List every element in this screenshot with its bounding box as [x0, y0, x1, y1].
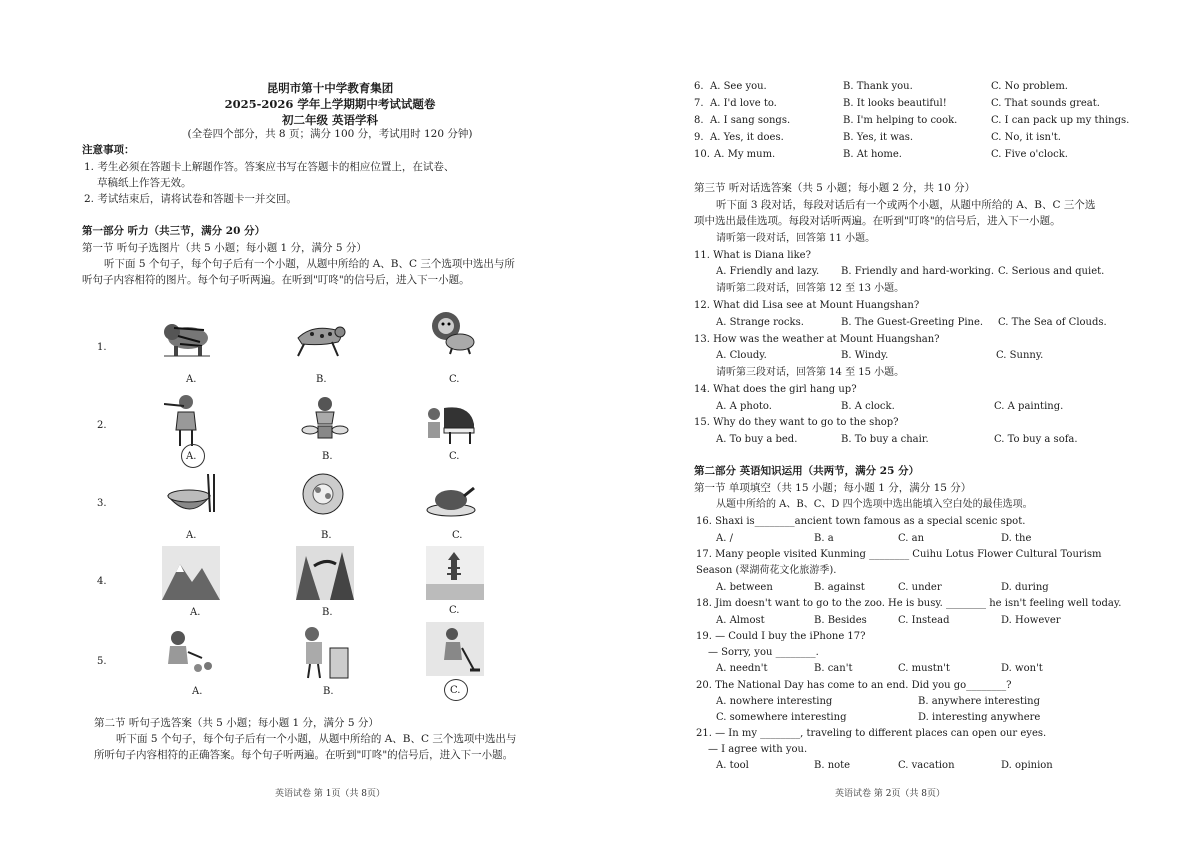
- q21-a: A. tool: [716, 760, 749, 771]
- girl-drums-picture: [298, 394, 352, 442]
- q9-c: C. No, it isn't.: [991, 132, 1061, 143]
- q4-option-b: B.: [322, 607, 333, 618]
- q18-text: 18. Jim doesn't want to go to the zoo. He is busy. ________ he isn't feeling well today.: [696, 598, 1122, 609]
- q21-d: D. opinion: [1001, 760, 1053, 771]
- q10-b: B. At home.: [843, 149, 902, 160]
- q5-option-c: C.: [450, 685, 461, 696]
- part1-title: 第一部分 听力（共三节，满分 20 分）: [82, 225, 266, 237]
- q3-number: 3.: [97, 498, 107, 509]
- q1-number: 1.: [97, 342, 107, 353]
- dialogue-1-intro: 请听第一段对话，回答第 11 小题。: [716, 233, 876, 244]
- q16-d: D. the: [1001, 533, 1032, 544]
- q1-option-a: A.: [186, 374, 197, 385]
- lion-picture: [424, 308, 478, 356]
- part1-sec1-instruction: 听下面 5 个句子，每个句子后有一个小题，从题中所给的 A、B、C 三个选项中选出与所听句子内容相符的图片。每个句子听两遍。在听到"叮咚"的信号后，进入下一小题。: [82, 258, 515, 286]
- q11-text: 11. What is Diana like?: [694, 250, 811, 261]
- q19-c: C. mustn't: [898, 663, 950, 674]
- q8-a: A. I sang songs.: [710, 115, 791, 126]
- q7-c: C. That sounds great.: [991, 98, 1100, 109]
- noodle-bowl-picture: [164, 472, 218, 520]
- q5-number: 5.: [97, 656, 107, 667]
- part1-sec2-instruction: 听下面 5 个句子，每个句子后有一个小题，从题中所给的 A、B、C 三个选项中选出与所听句子内容相符的正确答案。每个句子听两遍。在听到"叮咚"的信号后，进入下一小题。: [94, 733, 517, 761]
- q6-num: 6.: [694, 81, 704, 92]
- grade-subject: 初二年级 英语学科: [281, 113, 378, 127]
- q11-c: C. Serious and quiet.: [998, 266, 1105, 277]
- page-footer-2: 英语试卷 第 2页（共 8页）: [834, 789, 946, 799]
- q15-c: C. To buy a sofa.: [994, 434, 1078, 445]
- q16-b: B. a: [814, 533, 834, 544]
- q11-a: A. Friendly and lazy.: [716, 266, 820, 277]
- q19-b: B. can't: [814, 663, 853, 674]
- q2-option-c: C.: [449, 451, 460, 462]
- part1-sec1-title: 第一节 听句子选图片（共 5 小题；每小题 1 分，满分 5 分）: [82, 242, 367, 254]
- q2-option-a: A.: [186, 451, 197, 462]
- q13-b: B. Windy.: [841, 350, 889, 361]
- q14-a: A. A photo.: [716, 401, 772, 412]
- q14-b: B. A clock.: [841, 401, 895, 412]
- q11-b: B. Friendly and hard-working.: [841, 266, 994, 277]
- pagoda-lake-picture: [426, 546, 484, 600]
- note-1b: 草稿纸上作答无效。: [97, 177, 192, 189]
- part2-sec1-instruction: 从题中所给的 A、B、C、D 四个选项中选出能填入空白处的最佳选项。: [716, 499, 1033, 510]
- q2-option-b: B.: [322, 451, 333, 462]
- q9-num: 9.: [694, 132, 704, 143]
- part2-sec1-title: 第一节 单项填空（共 15 小题；每小题 1 分，满分 15 分）: [694, 482, 972, 494]
- q6-a: A. See you.: [710, 81, 767, 92]
- q16-a: A. /: [716, 533, 733, 544]
- q17-text-2: Season (翠湖荷花文化旅游季).: [696, 565, 837, 576]
- exam-page-2: [600, 0, 1200, 849]
- note-2: 2. 考试结束后，请将试卷和答题卡一并交回。: [84, 193, 297, 205]
- sec3-instruction: 听下面 3 段对话，每段对话后有一个或两个小题，从题中所给的 A、B、C 三个选项中选出最佳选项。每段对话听两遍。在听到"叮咚"的信号后，进入下一小题。: [694, 199, 1096, 227]
- dialogue-2-intro: 请听第二段对话，回答第 12 至 13 小题。: [716, 283, 905, 294]
- q18-d: D. However: [1001, 615, 1061, 626]
- mountains-picture: [162, 546, 220, 600]
- q17-b: B. against: [814, 582, 865, 593]
- q15-a: A. To buy a bed.: [716, 434, 798, 445]
- q4-option-a: A.: [190, 607, 201, 618]
- q8-c: C. I can pack up my things.: [991, 115, 1130, 126]
- q9-b: B. Yes, it was.: [843, 132, 914, 143]
- q20-text: 20. The National Day has come to an end. Did you go________?: [696, 680, 1012, 691]
- boy-cleaning-picture: [296, 624, 350, 680]
- q3-option-c: C.: [452, 530, 463, 541]
- q3-option-b: B.: [321, 530, 332, 541]
- q14-c: C. A painting.: [994, 401, 1064, 412]
- q15-b: B. To buy a chair.: [841, 434, 929, 445]
- page-footer-1: 英语试卷 第 1页（共 8页）: [274, 789, 386, 799]
- q5-option-b: B.: [323, 686, 334, 697]
- q7-a: A. I'd love to.: [710, 98, 777, 109]
- q10-num: 10.: [694, 149, 710, 160]
- pine-cliff-picture: [296, 546, 354, 600]
- roast-chicken-picture: [424, 476, 478, 524]
- q1-option-c: C.: [449, 374, 460, 385]
- q3-option-a: A.: [186, 530, 197, 541]
- q21-b: B. note: [814, 760, 851, 771]
- tiger-picture: [160, 312, 214, 360]
- q18-b: B. Besides: [814, 615, 867, 626]
- q15-text: 15. Why do they want to go to the shop?: [694, 417, 899, 428]
- q21-text-1: 21. — In my ________, traveling to different places can open our eyes.: [696, 728, 1047, 739]
- q14-text: 14. What does the girl hang up?: [694, 384, 857, 395]
- part1-sec2-title: 第二节 听句子选答案（共 5 小题；每小题 1 分，满分 5 分）: [94, 717, 379, 729]
- note-1a: 1. 考生必须在答题卡上解题作答。答案应书写在答题卡的相应位置上，在试卷、: [84, 161, 455, 173]
- q12-c: C. The Sea of Clouds.: [998, 317, 1107, 328]
- q8-num: 8.: [694, 115, 704, 126]
- notes-title: 注意事项：: [82, 144, 135, 156]
- dumpling-plate-picture: [296, 470, 350, 518]
- q20-a: A. nowhere interesting: [716, 696, 833, 707]
- q6-c: C. No problem.: [991, 81, 1068, 92]
- q21-text-2: — I agree with you.: [708, 744, 808, 755]
- leopard-picture: [292, 312, 346, 360]
- q9-a: A. Yes, it does.: [710, 132, 784, 143]
- q2-number: 2.: [97, 420, 107, 431]
- q13-a: A. Cloudy.: [716, 350, 767, 361]
- part2-title: 第二部分 英语知识运用（共两节，满分 25 分）: [694, 465, 920, 477]
- q7-num: 7.: [694, 98, 704, 109]
- q4-option-c: C.: [449, 605, 460, 616]
- q18-c: C. Instead: [898, 615, 950, 626]
- exam-title: 2025-2026 学年上学期期中考试试题卷: [224, 97, 436, 111]
- q17-a: A. between: [716, 582, 773, 593]
- q13-text: 13. How was the weather at Mount Huangshan?: [694, 334, 940, 345]
- girl-sweeping-picture: [426, 622, 484, 676]
- boy-piano-picture: [424, 398, 478, 446]
- q12-b: B. The Guest-Greeting Pine.: [841, 317, 984, 328]
- q17-text-1: 17. Many people visited Kunming ________ Cuihu Lotus Flower Cultural Tourism: [696, 549, 1102, 560]
- q19-a: A. needn't: [716, 663, 768, 674]
- q21-c: C. vacation: [898, 760, 955, 771]
- q20-b: B. anywhere interesting: [918, 696, 1041, 707]
- q19-d: D. won't: [1001, 663, 1043, 674]
- girl-watering-picture: [162, 628, 220, 676]
- q10-a: A. My mum.: [714, 149, 776, 160]
- q19-text-1: 19. — Could I buy the iPhone 17?: [696, 631, 866, 642]
- q17-c: C. under: [898, 582, 942, 593]
- dialogue-3-intro: 请听第三段对话，回答第 14 至 15 小题。: [716, 367, 905, 378]
- q12-text: 12. What did Lisa see at Mount Huangshan?: [694, 300, 920, 311]
- q17-d: D. during: [1001, 582, 1049, 593]
- q4-number: 4.: [97, 576, 107, 587]
- q7-b: B. It looks beautiful!: [843, 98, 947, 109]
- q12-a: A. Strange rocks.: [716, 317, 804, 328]
- girl-flute-picture: [164, 392, 210, 450]
- q16-text: 16. Shaxi is________ancient town famous as a special scenic spot.: [696, 516, 1026, 527]
- q10-c: C. Five o'clock.: [991, 149, 1068, 160]
- q13-c: C. Sunny.: [996, 350, 1044, 361]
- q19-text-2: — Sorry, you ________.: [708, 647, 819, 658]
- sec3-title: 第三节 听对话选答案（共 5 小题；每小题 2 分，共 10 分）: [694, 182, 976, 194]
- q8-b: B. I'm helping to cook.: [843, 115, 958, 126]
- q20-d: D. interesting anywhere: [918, 712, 1041, 723]
- q6-b: B. Thank you.: [843, 81, 913, 92]
- exam-info: (全卷四个部分，共 8 页；满分 100 分，考试用时 120 分钟): [187, 128, 473, 140]
- q5-option-a: A.: [192, 686, 203, 697]
- q16-c: C. an: [898, 533, 925, 544]
- q18-a: A. Almost: [716, 615, 765, 626]
- q20-c: C. somewhere interesting: [716, 712, 847, 723]
- school-name: 昆明市第十中学教育集团: [266, 81, 394, 95]
- q1-option-b: B.: [316, 374, 327, 385]
